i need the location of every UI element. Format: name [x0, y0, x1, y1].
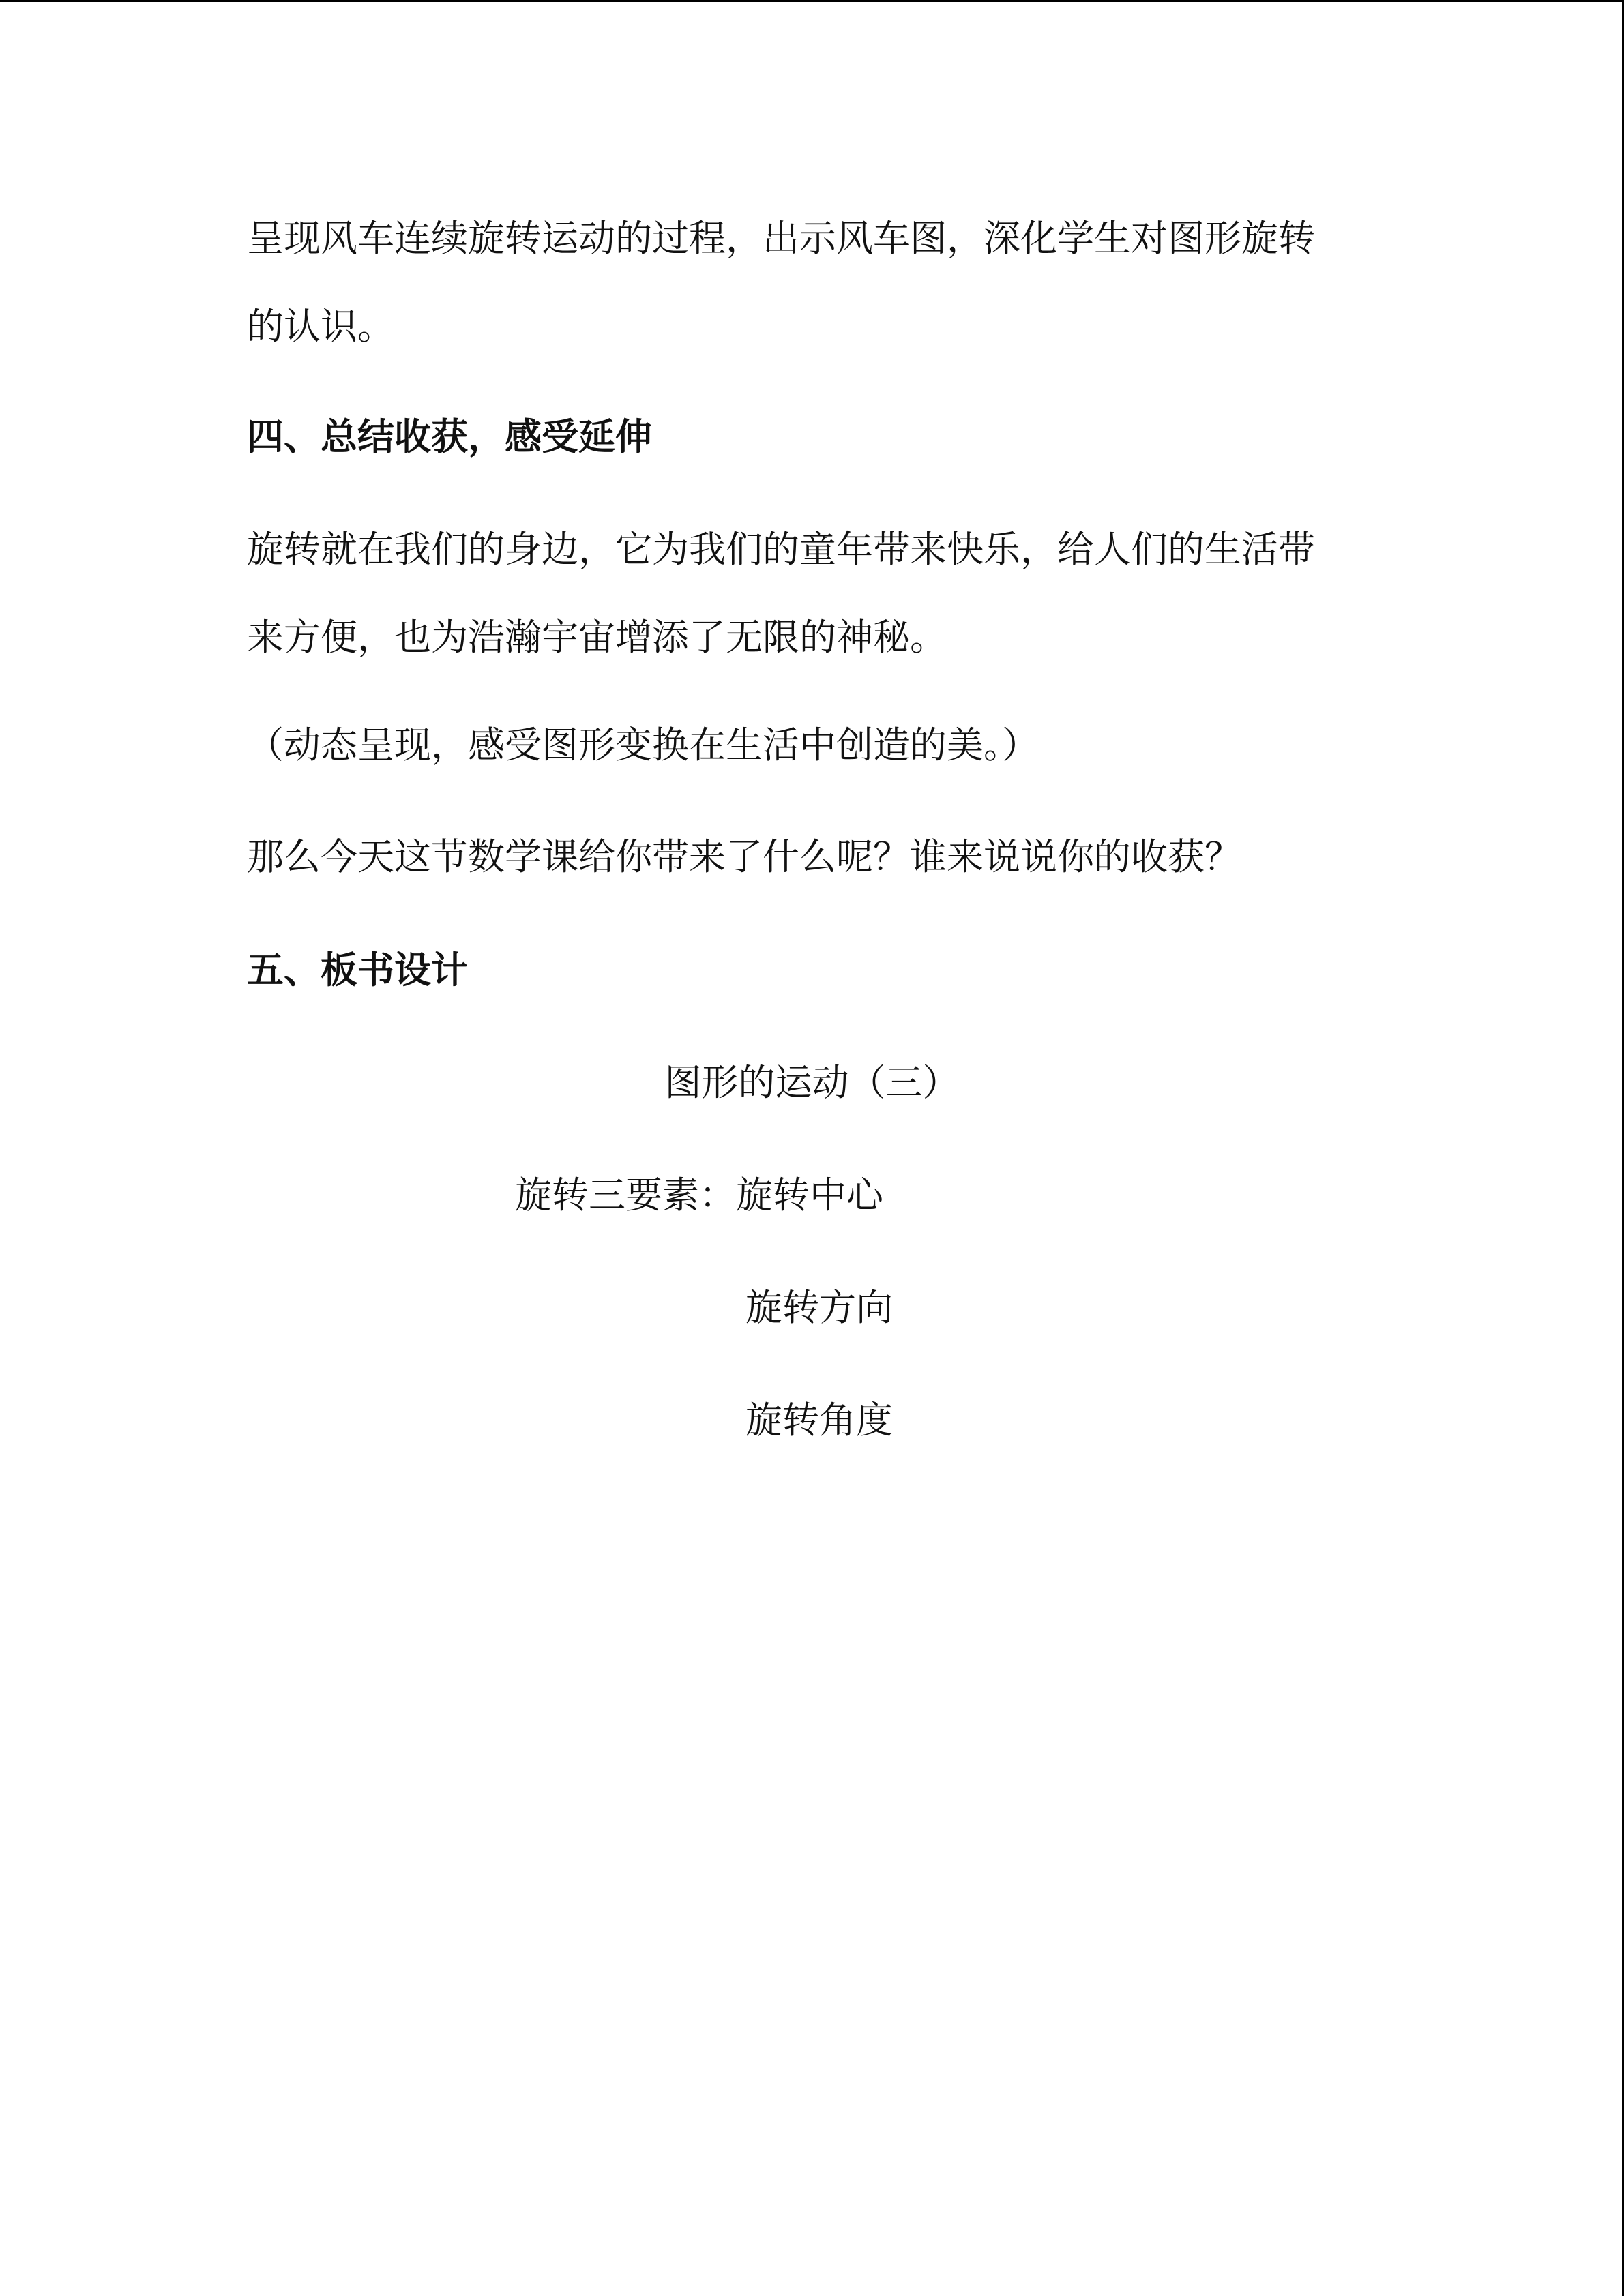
- board-element-angle: 旋转角度: [745, 1399, 893, 1442]
- board-element-center: 旋转中心: [736, 1174, 883, 1217]
- board-title: 图形的运动（三）: [664, 1061, 960, 1104]
- body-text-line: 呈现风车连续旋转运动的过程，出示风车图，深化学生对图形旋转: [247, 217, 1315, 260]
- board-elements-row: [515, 1172, 883, 1219]
- body-text-line: 旋转就在我们的身边，它为我们的童年带来快乐，给人们的生活带: [247, 528, 1315, 571]
- board-element-direction: 旋转方向: [745, 1286, 893, 1329]
- page-border-top: [0, 0, 1624, 2]
- body-text-note: （动态呈现，感受图形变换在生活中创造的美。）: [247, 724, 1039, 766]
- body-text-question: 那么今天这节数学课给你带来了什么呢？谁来说说你的收获？: [247, 835, 1241, 878]
- body-text-line: 来方便，也为浩瀚宇宙增添了无限的神秘。: [247, 616, 947, 659]
- body-text-line: 的认识。: [247, 305, 394, 348]
- board-elements-label: 旋转三要素：: [515, 1174, 736, 1217]
- section-heading-summary: 四、总结收获，感受延伸: [247, 415, 652, 458]
- section-heading-board-design: 五、板书设计: [247, 948, 468, 992]
